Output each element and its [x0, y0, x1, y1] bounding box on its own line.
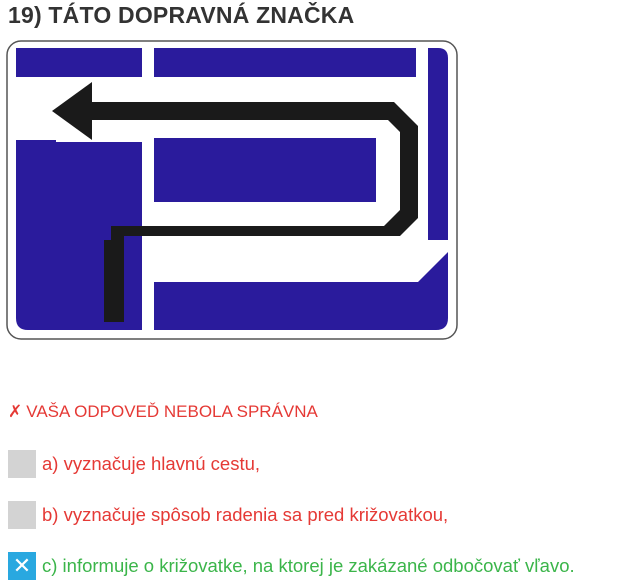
- answer-option-b[interactable]: [8, 501, 448, 529]
- traffic-sign-image: [6, 40, 458, 340]
- option-checkbox[interactable]: [8, 450, 36, 478]
- answer-status-message: [8, 402, 318, 422]
- status-text: VAŠA ODPOVEĎ NEBOLA SPRÁVNA: [26, 402, 318, 421]
- question-title: 19) TÁTO DOPRAVNÁ ZNAČKA: [8, 2, 355, 28]
- lane-arrangement-sign-icon: [7, 41, 457, 339]
- answer-option-c[interactable]: [8, 552, 575, 580]
- answer-option-a[interactable]: [8, 450, 260, 478]
- option-checkbox[interactable]: [8, 501, 36, 529]
- option-label: a) vyznačuje hlavnú cestu,: [42, 453, 261, 474]
- option-label: b) vyznačuje spôsob radenia sa pred križovatkou,: [42, 504, 449, 525]
- wrong-x-icon: ✗: [8, 402, 23, 421]
- option-label: c) informuje o križovatke, na ktorej je zakázané odbočovať vľavo.: [42, 555, 575, 576]
- checked-x-icon[interactable]: ✕: [8, 552, 36, 580]
